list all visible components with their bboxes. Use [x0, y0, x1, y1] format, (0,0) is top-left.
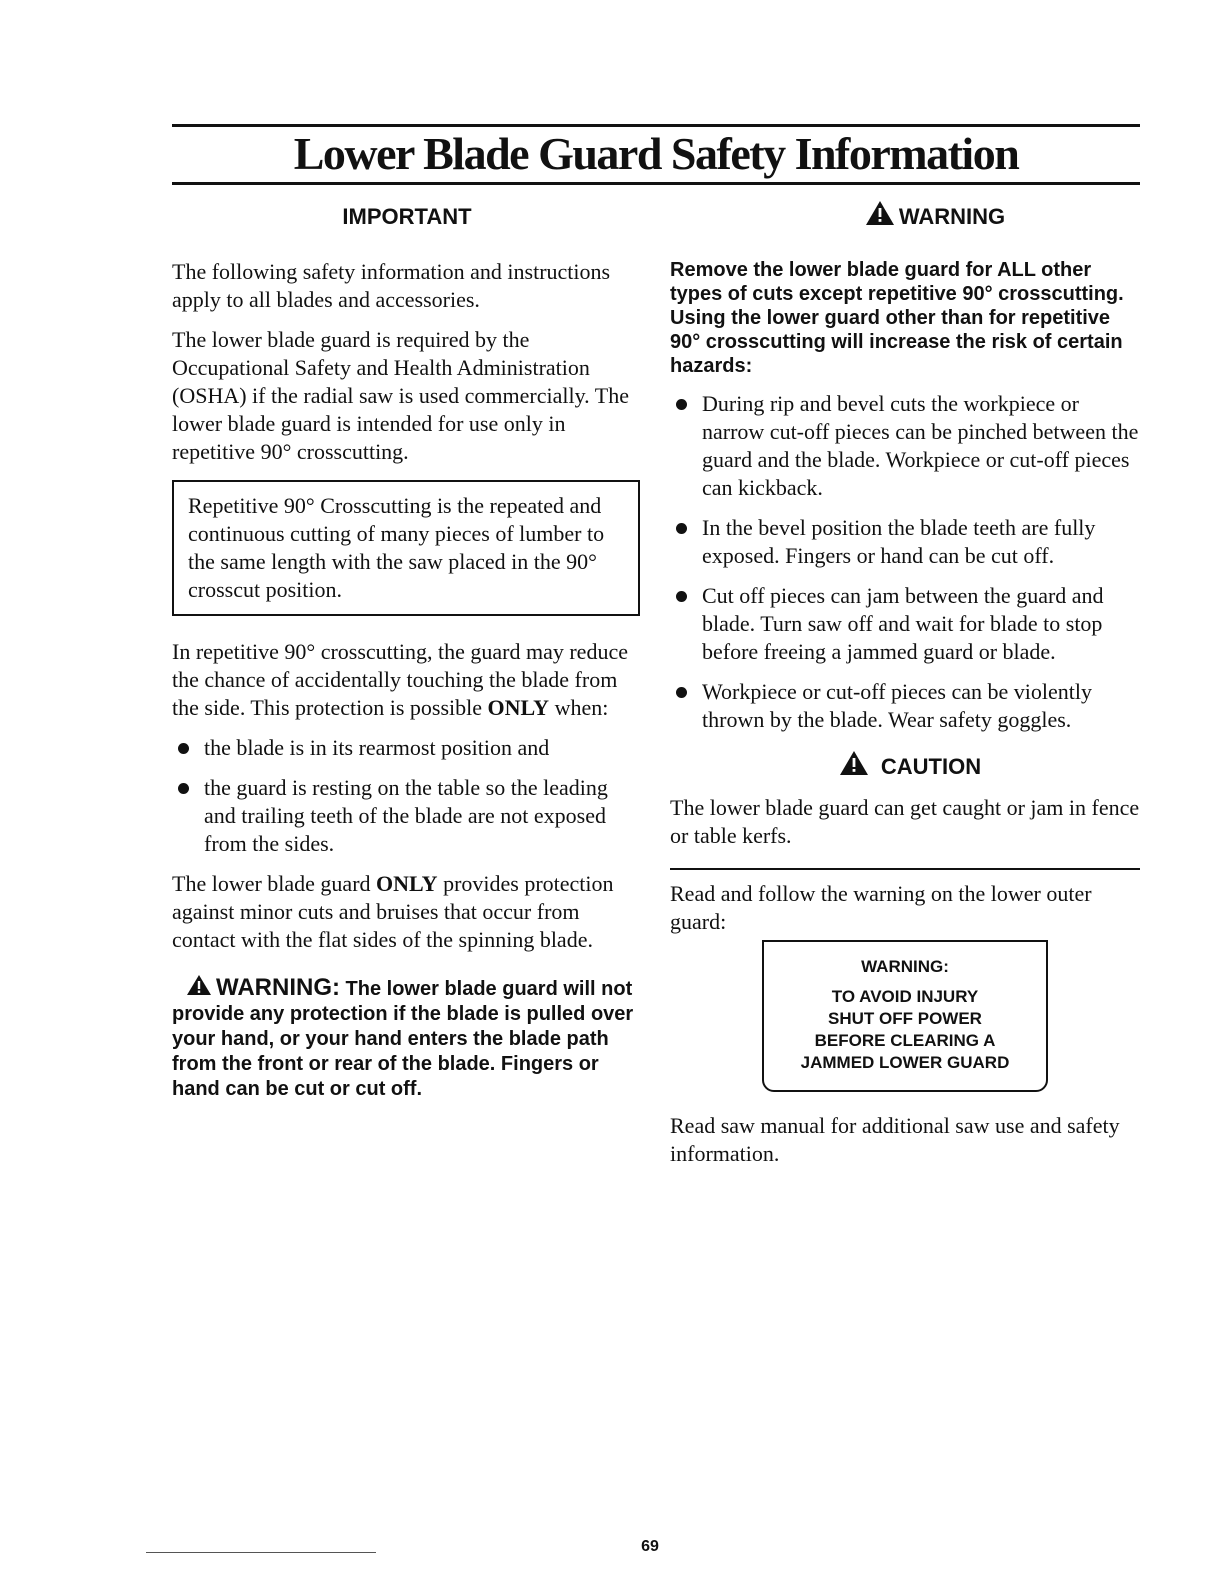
read-manual-text: Read saw manual for additional saw use and safety information. [670, 1113, 1120, 1166]
definition-box: Repetitive 90° Crosscutting is the repeated and continuous cutting of many pieces of lumber to the same length with the saw placed in the 90° crosscut position. [172, 480, 640, 616]
guard-warning-label [762, 940, 1048, 1092]
minor-cuts-text-b: provides protection against minor cuts and bruises that occur from contact with the flat sides of the spinning blade. [172, 871, 614, 952]
guard-label-line: SHUT OFF POWER [828, 1009, 982, 1028]
list-item [670, 514, 1140, 570]
read-follow-text: Read and follow the warning on the lower outer guard: [670, 881, 1092, 934]
list-item-text: Workpiece or cut-off pieces can be violently thrown by the blade. Wear safety goggles. [702, 679, 1092, 732]
osha-paragraph: The lower blade guard is required by the Occupational Safety and Health Administration (OSHA) if the radial saw is used commercially. The lower blade guard is intended for use only in repetitive 90° crosscutting. [172, 327, 629, 464]
inline-warning-text: The lower blade guard will not provide any protection if the blade is pulled over your hand, or your hand enters the blade path from the front or rear of the blade. Fingers or hand can be cut or cut off. [172, 978, 634, 1100]
warning-triangle-icon [865, 200, 895, 226]
bullet-icon [178, 783, 189, 794]
intro-paragraph: The following safety information and instructions apply to all blades and accessories. [172, 259, 611, 312]
right-column [670, 200, 1140, 1180]
page-number: 69 [641, 1538, 659, 1555]
only-emphasis: ONLY [487, 695, 550, 720]
conditions-list [172, 734, 642, 858]
list-item-text: the blade is in its rearmost position and [204, 735, 550, 760]
guard-label-line: BEFORE CLEARING A [814, 1031, 996, 1050]
list-item [670, 390, 1140, 502]
caution-triangle-icon [839, 750, 869, 776]
list-item [670, 582, 1140, 666]
page-title: Lower Blade Guard Safety Information [293, 128, 1019, 179]
caution-text: The lower blade guard can get caught or jam in fence or table kerfs. [670, 795, 1140, 848]
bullet-icon [676, 523, 687, 534]
warning-heading-text: WARNING [898, 204, 1006, 229]
list-item-text: During rip and bevel cuts the workpiece or narrow cut-off pieces can be pinched between the guard and the blade. Workpiece or cut-off pieces can kickback. [702, 391, 1139, 500]
inline-warning [172, 974, 642, 1102]
protection-paragraph [172, 638, 642, 722]
protection-text-a: In repetitive 90° crosscutting, the guard may reduce the chance of accidentally touching the blade from the side. This protection is possible [172, 639, 628, 720]
bullet-icon [676, 687, 687, 698]
left-column [172, 200, 642, 1102]
divider [670, 868, 1140, 870]
guard-label-line: TO AVOID INJURY [831, 987, 979, 1006]
hazards-list [670, 390, 1140, 734]
only-emphasis: ONLY [376, 871, 438, 896]
warning-triangle-icon [186, 974, 212, 996]
important-heading: IMPORTANT [342, 204, 472, 229]
list-item [670, 678, 1140, 734]
list-item [172, 734, 642, 762]
warning-heading [670, 200, 1140, 234]
bullet-icon [676, 399, 687, 410]
list-item-text: In the bevel position the blade teeth are fully exposed. Fingers or hand can be cut off. [702, 515, 1096, 568]
guard-label-line: JAMMED LOWER GUARD [800, 1053, 1010, 1072]
protection-text-b: when: [549, 695, 609, 720]
list-item [172, 774, 642, 858]
title-rule-bottom [172, 182, 1140, 185]
guard-label-header: WARNING: [861, 957, 949, 976]
list-item-text: the guard is resting on the table so the leading and trailing teeth of the blade are not exposed from the sides. [204, 775, 608, 856]
bullet-icon [178, 743, 189, 754]
list-item-text: Cut off pieces can jam between the guard and blade. Turn saw off and wait for blade to stop before freeing a jammed guard or blade. [702, 583, 1104, 664]
minor-cuts-paragraph [172, 870, 642, 954]
minor-cuts-text-a: The lower blade guard [172, 871, 377, 896]
warning-intro: Remove the lower blade guard for ALL other types of cuts except repetitive 90° crosscutting. Using the lower guard other than for repetitive 90° crosscutting will increase the risk of certain hazards: [670, 259, 1124, 377]
bullet-icon [676, 591, 687, 602]
footer-line [146, 1552, 376, 1553]
inline-warning-label: WARNING: [216, 974, 340, 1001]
caution-heading [670, 750, 1140, 784]
caution-heading-text: CAUTION [880, 754, 982, 779]
